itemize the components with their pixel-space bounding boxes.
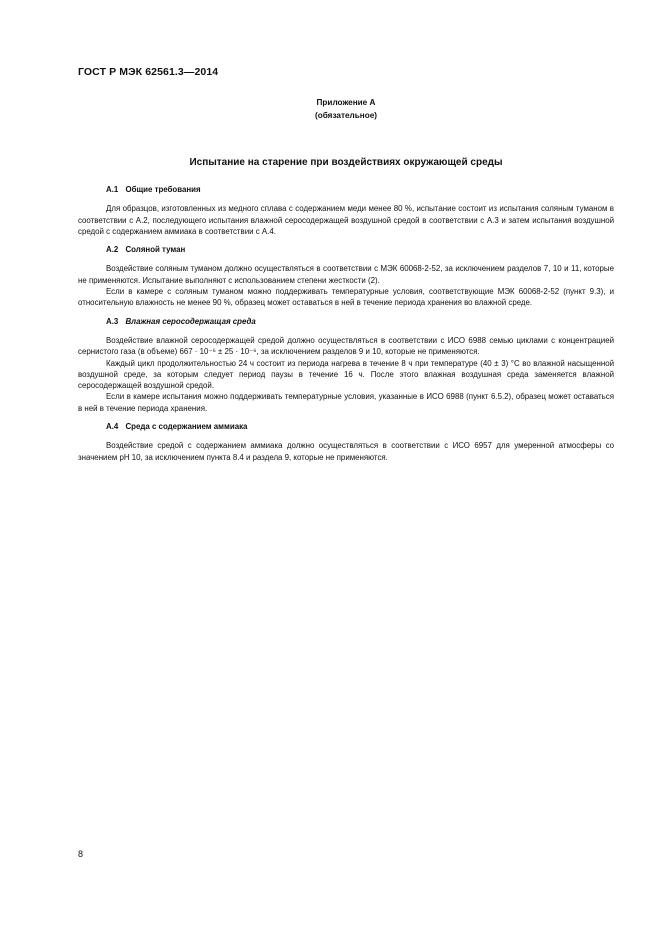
section-body <box>78 335 614 414</box>
section-body <box>78 263 614 308</box>
page-number: 8 <box>78 849 84 859</box>
paragraph: Если в камере с соляным туманом можно поддерживать температурные условия, соответствующие МЭК 60068-2-52 (пункт 9.3), и относительную влажность не менее 90 %, образец может оставаться в ней в течение периода хранения во влажной среде. <box>78 287 614 308</box>
section-a1 <box>78 184 614 237</box>
annex-title: Приложение А <box>316 98 376 107</box>
paragraph: Воздействие влажной серосодержащей средой должно осуществляться в соответствии с ИСО 6988 семью циклами с концентрацией сернистого газа (в объеме) 667 · 10⁻⁶ ± 25 · 10⁻⁶, за исключением разделов 9 и 10, которые не применяются. <box>78 335 614 357</box>
section-title: Соляной туман <box>125 245 186 255</box>
section-a3 <box>78 316 614 414</box>
paragraph: Воздействие соляным туманом должно осуществляться в соответствии с МЭК 60068-2-52, за исключением разделов 7, 10 и 11, которые не применяются. Испытание выполняют с использованием степени жесткости (2). <box>78 264 614 285</box>
section-number: А.2 <box>106 245 119 255</box>
paragraph: Если в камере испытания можно поддерживать температурные условия, указанные в ИСО 6988 (пункт 6.5.2), образец может оставаться в ней в течение периода хранения. <box>78 392 614 413</box>
annex-status: (обязательное) <box>315 111 377 120</box>
section-number: А.3 <box>106 316 119 326</box>
section-a4 <box>78 421 614 463</box>
paragraph: Для образцов, изготовленных из медного сплава с содержанием меди менее 80 %, испытание состоит из испытания соляным туманом в соответствии с А.2, последующего испытания влажной серосодержащей воздушной средой в соответствии с А.3 и затем испытания воздушной средой с содержанием аммиака в соответствии с А.4. <box>78 204 614 236</box>
document-header: ГОСТ Р МЭК 62561.3—2014 <box>78 66 219 78</box>
paragraph: Каждый цикл продолжительностью 24 ч состоит из периода нагрева в течение 8 ч при температуре (40 ± 3) °С во влажной насыщенной воздушной среде, за которым следует период паузы в течение 16 ч. После этого влажная воздушная среда заменяется влажной серосодержащей воздушной средой. <box>78 358 614 391</box>
section-number: А.4 <box>106 422 119 432</box>
section-heading <box>78 421 614 432</box>
document-body <box>78 184 614 470</box>
section-number: А.1 <box>106 185 119 194</box>
main-title: Испытание на старение при воздействиях окружающей среды <box>189 157 503 168</box>
annex-heading <box>0 96 661 122</box>
section-body <box>78 203 614 237</box>
section-title: Общие требования <box>125 185 201 194</box>
section-heading <box>78 244 614 255</box>
section-a2 <box>78 244 614 308</box>
section-heading <box>78 184 614 195</box>
section-heading <box>78 316 614 327</box>
paragraph: Воздействие средой с содержанием аммиака должно осуществляться в соответствии с ИСО 6957 для умеренной атмосферы со значением pH 10, за исключением пункта 8.4 и раздела 9, которые не применяются. <box>78 441 614 462</box>
section-title: Влажная серосодержащая среда <box>125 316 256 326</box>
section-title: Среда с содержанием аммиака <box>125 422 248 432</box>
section-body <box>78 440 614 463</box>
